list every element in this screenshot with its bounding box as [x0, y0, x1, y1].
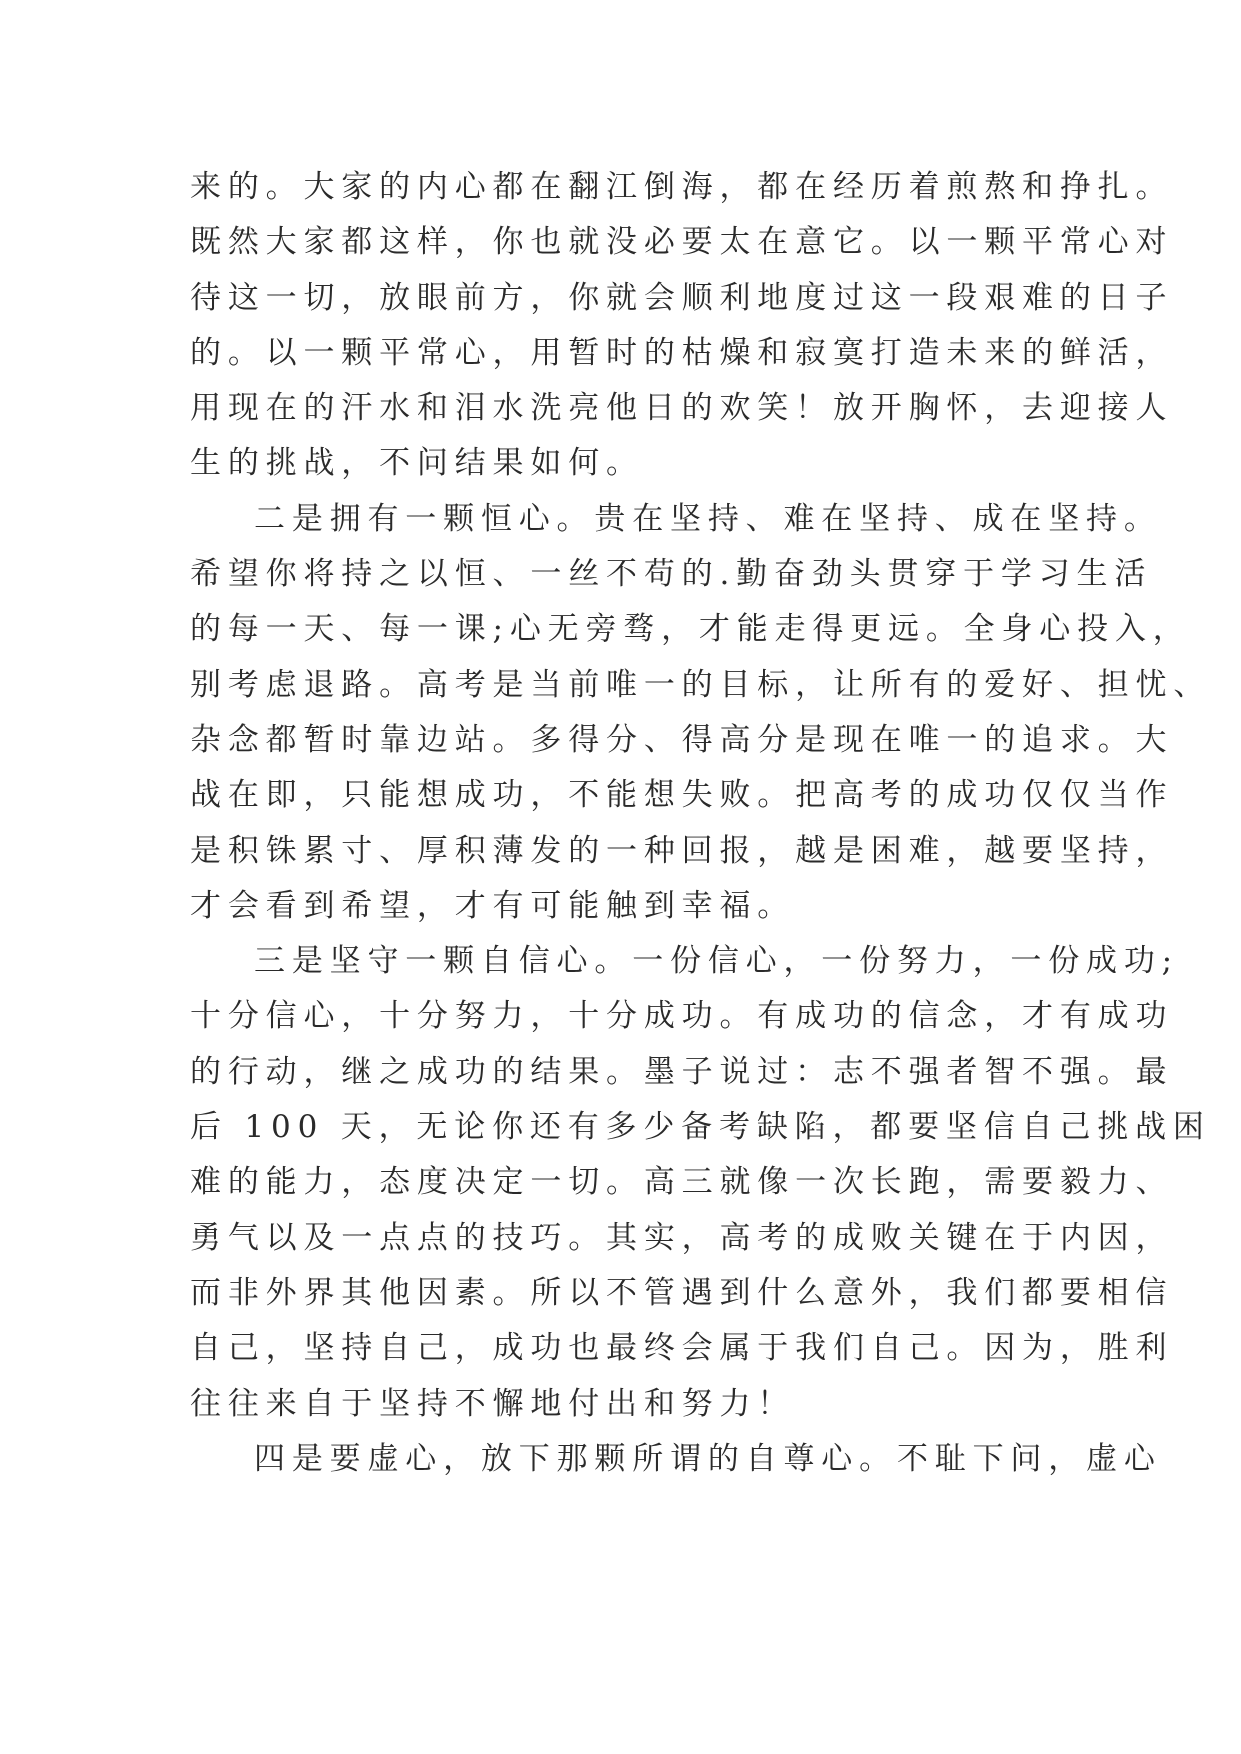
text-line: 的。以一颗平常心，用暂时的枯燥和寂寞打造未来的鲜活，: [190, 334, 1174, 371]
text-line: 而非外界其他因素。所以不管遇到什么意外，我们都要相信: [190, 1274, 1174, 1311]
text-line: 是积铢累寸、厚积薄发的一种回报，越是困难，越要坚持，: [190, 832, 1174, 869]
text-line: 往往来自于坚持不懈地付出和努力！: [190, 1385, 796, 1422]
text-line: 杂念都暂时靠边站。多得分、得高分是现在唯一的追求。大: [190, 721, 1174, 758]
text-line: 后 100 天，无论你还有多少备考缺陷，都要坚信自己挑战困: [190, 1109, 1211, 1146]
text-line: 战在即，只能想成功，不能想失败。把高考的成功仅仅当作: [190, 777, 1174, 814]
text-line: 才会看到希望，才有可能触到幸福。: [190, 887, 796, 924]
paragraph-start-line: 四是要虚心，放下那颗所谓的自尊心。不耻下问，虚心: [254, 1440, 1162, 1477]
text-line: 既然大家都这样，你也就没必要太在意它。以一颗平常心对: [190, 224, 1174, 261]
text-line: 希望你将持之以恒、一丝不苟的.勤奋劲头贯穿于学习生活: [190, 556, 1153, 593]
text-line: 的每一天、每一课;心无旁骛，才能走得更远。全身心投入，: [190, 611, 1191, 648]
text-line: 的行动，继之成功的结果。墨子说过：志不强者智不强。最: [190, 1053, 1174, 1090]
paragraph-start-line: 二是拥有一颗恒心。贵在坚持、难在坚持、成在坚持。: [254, 500, 1162, 537]
text-line: 用现在的汗水和泪水洗亮他日的欢笑！放开胸怀，去迎接人: [190, 390, 1174, 427]
text-line: 十分信心，十分努力，十分成功。有成功的信念，才有成功: [190, 998, 1174, 1035]
paragraph-start-line: 三是坚守一颗自信心。一份信心，一份努力，一份成功;: [254, 943, 1179, 980]
text-line: 待这一切，放眼前方，你就会顺利地度过这一段艰难的日子: [190, 279, 1174, 316]
text-line: 自己，坚持自己，成功也最终会属于我们自己。因为，胜利: [190, 1330, 1174, 1367]
text-line: 别考虑退路。高考是当前唯一的目标，让所有的爱好、担忧、: [190, 666, 1212, 703]
text-line: 来的。大家的内心都在翻江倒海，都在经历着煎熬和挣扎。: [190, 169, 1174, 205]
text-line: 生的挑战，不问结果如何。: [190, 445, 644, 482]
text-line: 难的能力，态度决定一切。高三就像一次长跑，需要毅力、: [190, 1164, 1174, 1201]
body-text: [190, 160, 1212, 1487]
text-line: 勇气以及一点点的技巧。其实，高考的成败关键在于内因，: [190, 1219, 1174, 1256]
